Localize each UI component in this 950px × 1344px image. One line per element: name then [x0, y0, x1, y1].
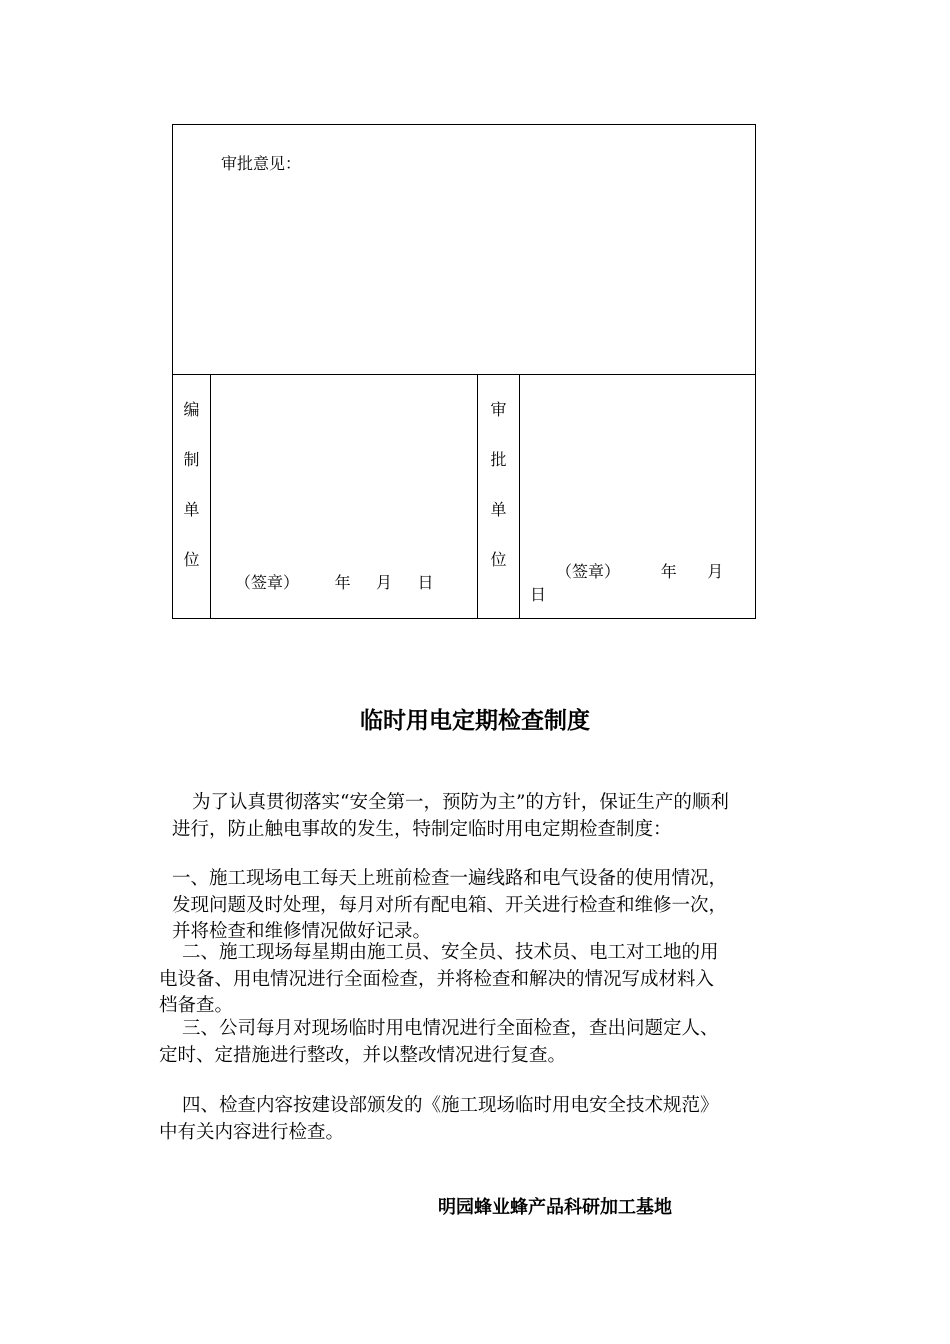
approving-unit-signature-day: 日 — [530, 585, 547, 604]
compiling-unit-signature-cell — [211, 375, 478, 618]
approving-unit-char: 审 — [490, 400, 507, 419]
compiling-unit-char: 制 — [183, 450, 200, 469]
rule-item-2: 二、施工现场每星期由施工员、安全员、技术员、电工对工地的用电设备、用电情况进行全面检查，并将检查和解决的情况写成材料入档备查。 — [159, 942, 719, 1016]
approving-unit-char: 批 — [490, 450, 507, 469]
signature-row — [173, 375, 755, 618]
approval-opinion-box — [173, 125, 755, 375]
compiling-unit-label-cell — [173, 375, 211, 618]
approving-unit-signature-date: （签章） 年 月 — [556, 562, 724, 581]
approval-form-table — [172, 124, 756, 619]
rule-item-1: 一、施工现场电工每天上班前检查一遍线路和电气设备的使用情况，发现问题及时处理，每月对所有配电箱、开关进行检查和维修一次，并将检查和维修情况做好记录。 — [172, 868, 728, 942]
approving-unit-signature-cell — [520, 375, 755, 618]
intro-paragraph: 为了认真贯彻落实“安全第一，预防为主”的方针，保证生产的顺利进行，防止触电事故的发生，特制定临时用电定期检查制度： — [172, 792, 729, 840]
approving-unit-label-cell — [478, 375, 520, 618]
rule-item-3: 三、公司每月对现场临时用电情况进行全面检查，查出问题定人、定时、定措施进行整改，并以整改情况进行复查。 — [159, 1018, 719, 1066]
compiling-unit-char: 单 — [183, 500, 200, 519]
compiling-unit-char: 编 — [183, 400, 200, 419]
approval-opinion-label: 审批意见： — [221, 154, 302, 173]
document-title: 临时用电定期检查制度 — [360, 708, 590, 734]
rule-item-4: 四、检查内容按建设部颁发的《施工现场临时用电安全技术规范》中有关内容进行检查。 — [159, 1095, 719, 1143]
approving-unit-char: 位 — [490, 550, 507, 569]
compiling-unit-signature-date: （签章） 年 月 日 — [235, 573, 434, 592]
compiling-unit-char: 位 — [183, 550, 200, 569]
approving-unit-char: 单 — [490, 500, 507, 519]
organization-name: 明园蜂业蜂产品科研加工基地 — [438, 1197, 672, 1218]
